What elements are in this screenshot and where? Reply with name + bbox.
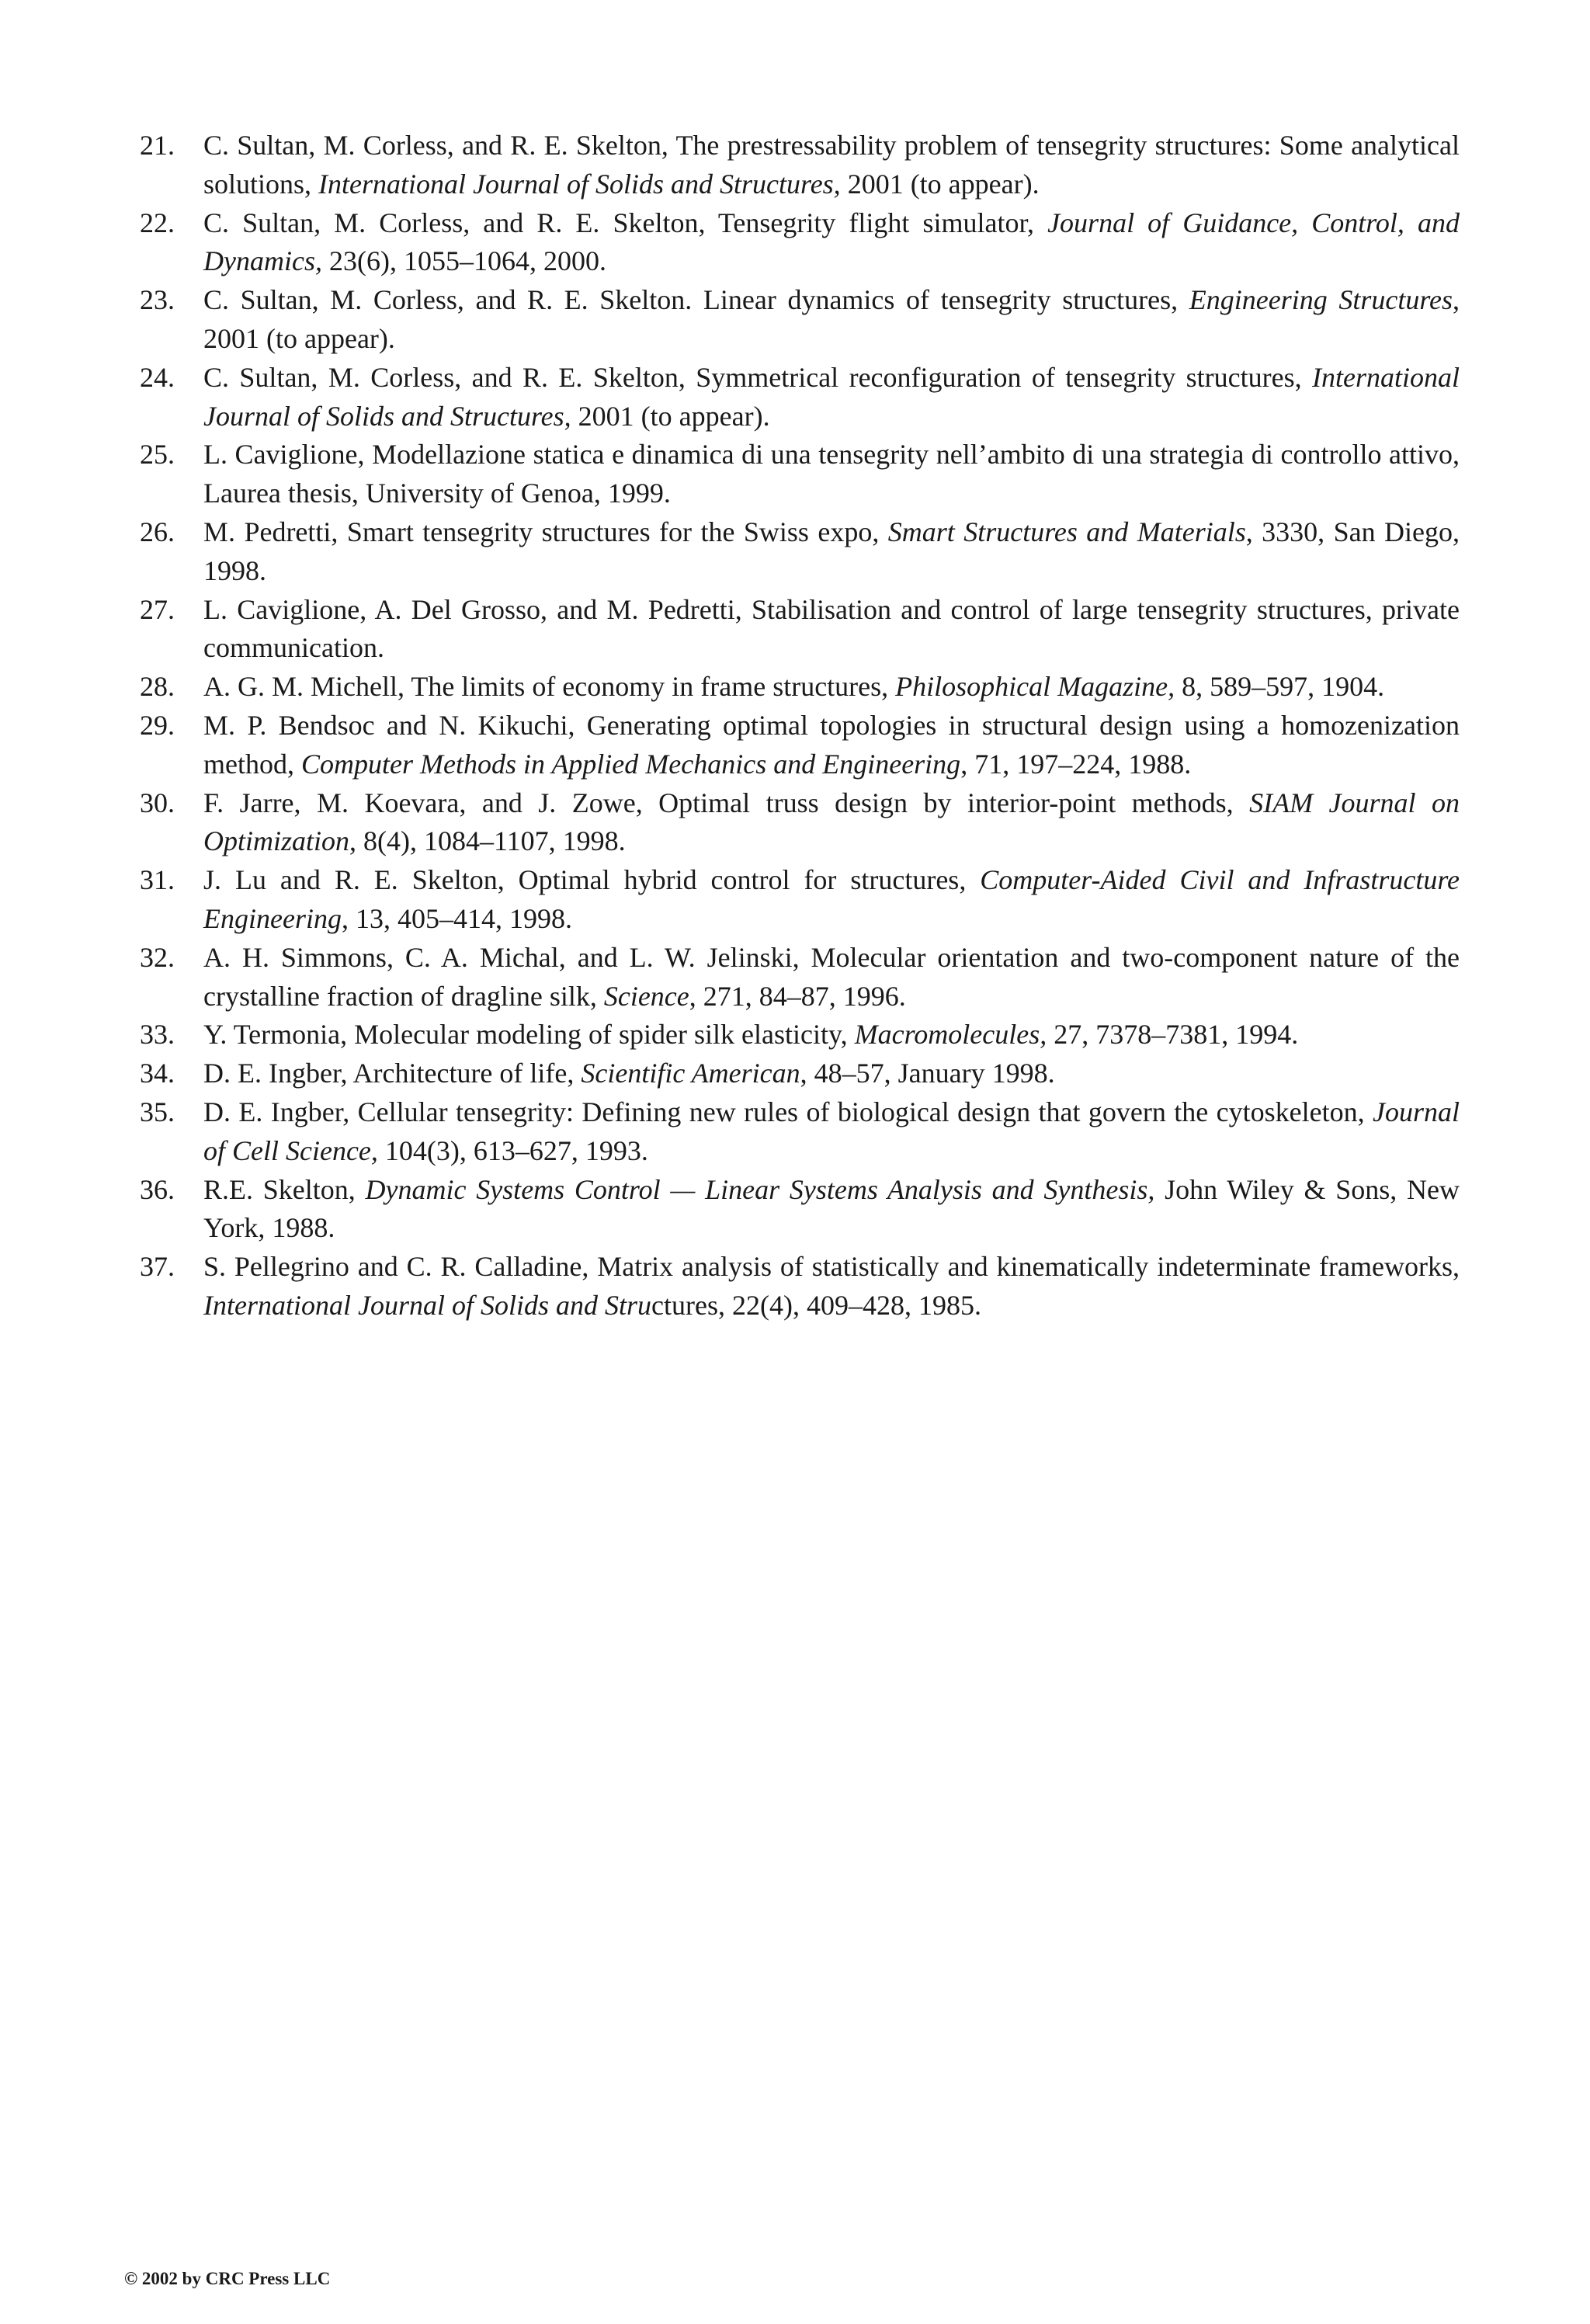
reference-number: 28. xyxy=(140,671,175,703)
reference-item xyxy=(130,513,1460,591)
reference-item xyxy=(130,784,1460,862)
reference-number: 34. xyxy=(140,1058,175,1089)
reference-text-segment: C. Sultan, M. Corless, and R. E. Skelton, The prestressability problem of tensegrity structures: Some analytical solutions, xyxy=(203,130,1460,200)
reference-source-title: International Journal of Solids and Stru xyxy=(203,1289,652,1321)
reference-source-title: Journal of Cell Science, xyxy=(203,1096,1460,1166)
reference-number: 36. xyxy=(140,1173,175,1205)
reference-item xyxy=(130,668,1460,707)
reference-item xyxy=(130,1248,1460,1325)
reference-number: 25. xyxy=(140,439,175,471)
reference-text-segment: D. E. Ingber, Cellular tensegrity: Defining new rules of biological design that govern the cytoskeleton, xyxy=(203,1096,1373,1127)
reference-item xyxy=(130,127,1460,204)
reference-text-segment: , 3330, San Diego, 1998. xyxy=(203,516,1460,586)
reference-item xyxy=(130,281,1460,359)
reference-text xyxy=(203,594,1460,664)
reference-item xyxy=(130,861,1460,939)
reference-text-segment: A. H. Simmons, C. A. Michal, and L. W. Jelinski, Molecular orientation and two-component nature of the crystalline fraction of dragline silk, xyxy=(203,941,1460,1012)
reference-text-segment: C. Sultan, M. Corless, and R. E. Skelton, Tensegrity flight simulator, xyxy=(203,207,1048,238)
copyright-footer: © 2002 by CRC Press LLC xyxy=(124,2269,331,2288)
reference-text xyxy=(203,1096,1460,1166)
reference-text xyxy=(203,207,1460,277)
reference-source-title: International Journal of Solids and Structures, xyxy=(203,361,1460,432)
reference-item xyxy=(130,1171,1460,1249)
reference-text xyxy=(203,864,1460,934)
reference-text xyxy=(203,710,1460,780)
reference-text-segment: John Wiley & Sons, New York, 1988. xyxy=(203,1173,1460,1244)
reference-item xyxy=(130,1016,1460,1054)
reference-text-segment: 104(3), 613–627, 1993. xyxy=(377,1134,648,1166)
reference-item xyxy=(130,359,1460,436)
reference-text xyxy=(203,516,1460,586)
reference-number: 33. xyxy=(140,1019,175,1051)
reference-number: 26. xyxy=(140,516,175,547)
reference-text-segment: 2001 (to appear). xyxy=(571,400,770,432)
reference-text xyxy=(203,787,1460,857)
reference-source-title: Philosophical Magazine, xyxy=(895,671,1175,703)
reference-text-segment: 8, 589–597, 1904. xyxy=(1175,671,1385,703)
reference-source-title: SIAM Journal on Optimization xyxy=(203,787,1460,857)
reference-source-title: Macromolecules, xyxy=(854,1019,1047,1051)
reference-item xyxy=(130,1093,1460,1171)
reference-text-segment: , 8(4), 1084–1107, 1998. xyxy=(349,825,626,857)
reference-source-title: Engineering Structures xyxy=(1189,284,1453,316)
reference-source-title: Dynamic Systems Control — Linear Systems Analysis and Synthesis, xyxy=(365,1173,1155,1205)
reference-number: 23. xyxy=(140,284,175,316)
reference-number: 32. xyxy=(140,941,175,973)
reference-text-segment: F. Jarre, M. Koevara, and J. Zowe, Optimal truss design by interior-point methods, xyxy=(203,787,1250,818)
reference-number: 22. xyxy=(140,207,175,238)
reference-text xyxy=(203,1251,1460,1321)
reference-number: 21. xyxy=(140,130,175,161)
reference-number: 27. xyxy=(140,593,175,625)
reference-text-segment: L. Caviglione, A. Del Grosso, and M. Pedretti, Stabilisation and control of large tensegrity structures, private communication. xyxy=(203,593,1460,664)
reference-text-segment: 2001 (to appear). xyxy=(840,168,1040,200)
reference-text-segment: Y. Termonia, Molecular modeling of spider silk elasticity, xyxy=(203,1019,855,1051)
reference-item xyxy=(130,204,1460,282)
reference-item xyxy=(130,1054,1460,1093)
reference-text-segment: C. Sultan, M. Corless, and R. E. Skelton. Linear dynamics of tensegrity structures, xyxy=(203,284,1189,316)
reference-text xyxy=(203,1058,1055,1089)
reference-list xyxy=(130,127,1460,1325)
reference-text-segment: , 2001 (to appear). xyxy=(203,284,1460,354)
reference-number: 31. xyxy=(140,864,175,896)
reference-source-title: Journal of Guidance, Control, and Dynamics, xyxy=(203,207,1460,277)
reference-text-segment: M. Pedretti, Smart tensegrity structures for the Swiss expo, xyxy=(203,516,888,547)
reference-text xyxy=(203,439,1460,509)
reference-text xyxy=(203,671,1384,702)
reference-item xyxy=(130,591,1460,669)
reference-text-segment: L. Caviglione, Modellazione statica e dinamica di una tensegrity nell’ambito di una strategia di controllo attivo, Laurea thesis, University of Genoa, 1999. xyxy=(203,439,1460,509)
reference-text xyxy=(203,1019,1298,1050)
reference-source-title: Science xyxy=(603,980,689,1012)
reference-source-title: Computer Methods in Applied Mechanics and Engineering xyxy=(300,748,961,780)
reference-text-segment: , 13, 405–414, 1998. xyxy=(341,902,572,934)
reference-number: 29. xyxy=(140,709,175,741)
reference-number: 35. xyxy=(140,1096,175,1127)
reference-source-title: International Journal of Solids and Structures, xyxy=(318,168,841,200)
reference-text xyxy=(203,362,1460,432)
reference-text xyxy=(203,284,1460,354)
reference-text xyxy=(203,130,1460,200)
reference-text-segment: 27, 7378–7381, 1994. xyxy=(1047,1019,1299,1051)
reference-text-segment: J. Lu and R. E. Skelton, Optimal hybrid control for structures, xyxy=(203,864,981,896)
reference-source-title: Scientific American xyxy=(581,1058,800,1089)
reference-source-title: Smart Structures and Materials xyxy=(887,516,1246,547)
reference-text-segment: A. G. M. Michell, The limits of economy in frame structures, xyxy=(203,671,896,703)
reference-text-segment: M. P. Bendsoc and N. Kikuchi, Generating optimal topologies in structural design using a homozenization method, xyxy=(203,709,1460,780)
reference-text-segment: 23(6), 1055–1064, 2000. xyxy=(321,245,606,277)
reference-text-segment: , 271, 84–87, 1996. xyxy=(689,980,906,1012)
reference-text-segment: D. E. Ingber, Architecture of life, xyxy=(203,1058,581,1089)
reference-item xyxy=(130,707,1460,784)
reference-text-segment: ctures, 22(4), 409–428, 1985. xyxy=(651,1289,981,1321)
reference-number: 37. xyxy=(140,1251,175,1283)
reference-text xyxy=(203,942,1460,1012)
reference-text-segment: , 71, 197–224, 1988. xyxy=(960,748,1192,780)
reference-text-segment: S. Pellegrino and C. R. Calladine, Matrix analysis of statistically and kinematically indeterminate frameworks, xyxy=(203,1251,1460,1283)
reference-item xyxy=(130,436,1460,513)
reference-item xyxy=(130,939,1460,1016)
reference-number: 24. xyxy=(140,361,175,393)
reference-text-segment: C. Sultan, M. Corless, and R. E. Skelton, Symmetrical reconfiguration of tensegrity structures, xyxy=(203,361,1313,393)
reference-text xyxy=(203,1174,1460,1244)
reference-text-segment: , 48–57, January 1998. xyxy=(800,1058,1055,1089)
reference-number: 30. xyxy=(140,787,175,818)
reference-source-title: Computer-Aided Civil and Infrastructure Engineering xyxy=(203,864,1460,934)
reference-text-segment: R.E. Skelton, xyxy=(203,1173,366,1205)
